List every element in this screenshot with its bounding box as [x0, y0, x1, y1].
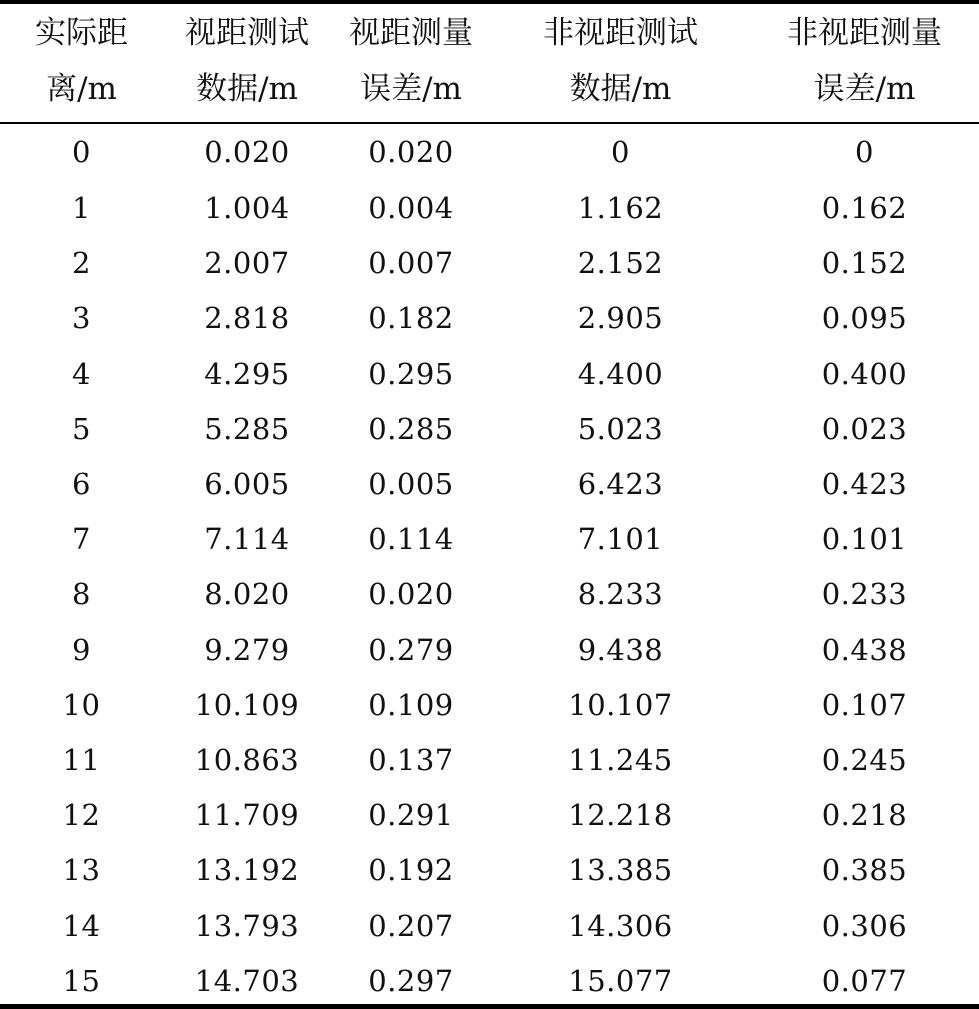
- table-row: [0, 457, 979, 512]
- cell-actual-distance: 3: [72, 301, 91, 336]
- cell-nlos-error: 0.218: [821, 798, 908, 833]
- cell-actual-distance: 13: [62, 853, 101, 888]
- cell-los-test-data: 2.818: [204, 301, 290, 336]
- cell-los-test-data: 9.279: [204, 632, 290, 667]
- table-row: [0, 291, 979, 346]
- table-row: [0, 678, 979, 733]
- header-row-1: [0, 4, 979, 63]
- cell-los-error: 0.285: [368, 411, 454, 446]
- cell-nlos-error: 0.101: [821, 522, 908, 557]
- cell-actual-distance: 0: [72, 135, 91, 169]
- cell-actual-distance: 11: [62, 742, 101, 777]
- table-row: [0, 733, 979, 788]
- cell-actual-distance: 9: [72, 632, 91, 667]
- cell-los-error: 0.004: [368, 191, 454, 226]
- header-nlos-test-data: 非视距测试: [543, 15, 698, 51]
- header-los-test-data: 视距测试: [185, 15, 309, 51]
- cell-los-test-data: 14.703: [194, 963, 300, 998]
- header-actual-distance: 实际距: [35, 15, 128, 51]
- cell-los-error: 0.114: [368, 522, 454, 557]
- cell-nlos-error: 0.400: [821, 356, 908, 391]
- cell-nlos-error: 0.306: [821, 908, 908, 943]
- cell-nlos-error: 0.023: [821, 411, 908, 446]
- table-row: [0, 623, 979, 678]
- table-row: [0, 347, 979, 402]
- cell-actual-distance: 6: [72, 467, 91, 502]
- cell-los-error: 0.207: [368, 908, 454, 943]
- cell-nlos-test-data: 7.101: [577, 522, 664, 557]
- cell-nlos-test-data: 2.152: [577, 246, 664, 281]
- cell-los-test-data: 11.709: [194, 798, 300, 833]
- cell-nlos-test-data: 5.023: [577, 411, 664, 446]
- cell-nlos-error: 0.233: [821, 577, 908, 612]
- cell-nlos-error: 0.077: [821, 963, 908, 998]
- table-row: [0, 788, 979, 843]
- cell-los-test-data: 10.863: [194, 742, 300, 777]
- table-row: [0, 898, 979, 953]
- cell-los-error: 0.137: [368, 742, 454, 777]
- table-row: [0, 954, 979, 1009]
- cell-los-test-data: 7.114: [204, 522, 290, 557]
- table-row: [0, 124, 979, 181]
- cell-los-test-data: 2.007: [204, 246, 290, 281]
- cell-nlos-error: 0.438: [821, 632, 908, 667]
- header-los-error-unit: 误差/m: [360, 71, 462, 107]
- cell-nlos-error: 0.162: [821, 191, 908, 226]
- cell-nlos-test-data: 12.218: [568, 798, 673, 833]
- cell-los-test-data: 5.285: [204, 411, 290, 446]
- cell-los-error: 0.109: [368, 687, 454, 722]
- cell-los-test-data: 0.020: [204, 135, 290, 169]
- cell-actual-distance: 7: [72, 522, 91, 557]
- cell-nlos-test-data: 8.233: [577, 577, 664, 612]
- header-row-2: [0, 63, 979, 124]
- header-nlos-test-data-unit: 数据/m: [569, 71, 672, 107]
- cell-nlos-test-data: 0: [611, 135, 630, 169]
- cell-los-test-data: 13.793: [194, 908, 300, 943]
- header-los-test-data-unit: 数据/m: [196, 71, 298, 107]
- cell-nlos-error: 0: [855, 135, 874, 169]
- cell-actual-distance: 1: [72, 191, 91, 226]
- cell-nlos-test-data: 15.077: [568, 963, 673, 998]
- cell-los-test-data: 13.192: [194, 853, 300, 888]
- cell-nlos-test-data: 2.905: [577, 301, 664, 336]
- distance-measurement-table: [0, 4, 979, 1009]
- cell-nlos-test-data: 14.306: [568, 908, 673, 943]
- cell-nlos-error: 0.245: [821, 742, 908, 777]
- table-body: [0, 124, 979, 1009]
- cell-los-error: 0.020: [368, 577, 454, 612]
- header-nlos-error: 非视距测量: [787, 15, 942, 51]
- cell-los-error: 0.297: [368, 963, 454, 998]
- cell-los-error: 0.007: [368, 246, 454, 281]
- cell-los-test-data: 10.109: [194, 687, 300, 722]
- cell-los-error: 0.279: [368, 632, 454, 667]
- cell-los-test-data: 4.295: [204, 356, 290, 391]
- header-actual-distance-unit: 离/m: [46, 71, 117, 107]
- cell-actual-distance: 12: [62, 798, 101, 833]
- cell-actual-distance: 2: [72, 246, 91, 281]
- cell-los-error: 0.020: [368, 135, 454, 169]
- cell-nlos-error: 0.107: [821, 687, 908, 722]
- table-row: [0, 181, 979, 236]
- cell-nlos-error: 0.095: [821, 301, 908, 336]
- cell-los-error: 0.182: [368, 301, 454, 336]
- cell-nlos-test-data: 9.438: [577, 632, 664, 667]
- cell-los-test-data: 8.020: [204, 577, 290, 612]
- cell-nlos-test-data: 1.162: [577, 191, 664, 226]
- table-row: [0, 236, 979, 291]
- cell-nlos-test-data: 6.423: [577, 467, 664, 502]
- cell-nlos-test-data: 4.400: [577, 356, 664, 391]
- cell-los-error: 0.291: [368, 798, 454, 833]
- cell-nlos-test-data: 10.107: [568, 687, 673, 722]
- cell-los-error: 0.295: [368, 356, 454, 391]
- cell-los-error: 0.192: [368, 853, 454, 888]
- cell-actual-distance: 5: [72, 411, 91, 446]
- header-los-error: 视距测量: [349, 15, 473, 51]
- header-nlos-error-unit: 误差/m: [813, 71, 916, 107]
- cell-los-test-data: 6.005: [204, 467, 290, 502]
- table-row: [0, 402, 979, 457]
- table-row: [0, 512, 979, 567]
- table-row: [0, 843, 979, 898]
- cell-nlos-test-data: 11.245: [568, 742, 673, 777]
- cell-nlos-error: 0.423: [821, 467, 908, 502]
- cell-actual-distance: 10: [62, 687, 101, 722]
- cell-los-test-data: 1.004: [204, 191, 290, 226]
- cell-actual-distance: 8: [72, 577, 91, 612]
- cell-actual-distance: 14: [62, 908, 101, 943]
- table-row: [0, 567, 979, 622]
- cell-nlos-error: 0.385: [821, 853, 908, 888]
- cell-actual-distance: 15: [62, 963, 101, 998]
- table-header: [0, 4, 979, 124]
- cell-los-error: 0.005: [368, 467, 454, 502]
- cell-actual-distance: 4: [72, 356, 91, 391]
- cell-nlos-error: 0.152: [821, 246, 908, 281]
- cell-nlos-test-data: 13.385: [568, 853, 673, 888]
